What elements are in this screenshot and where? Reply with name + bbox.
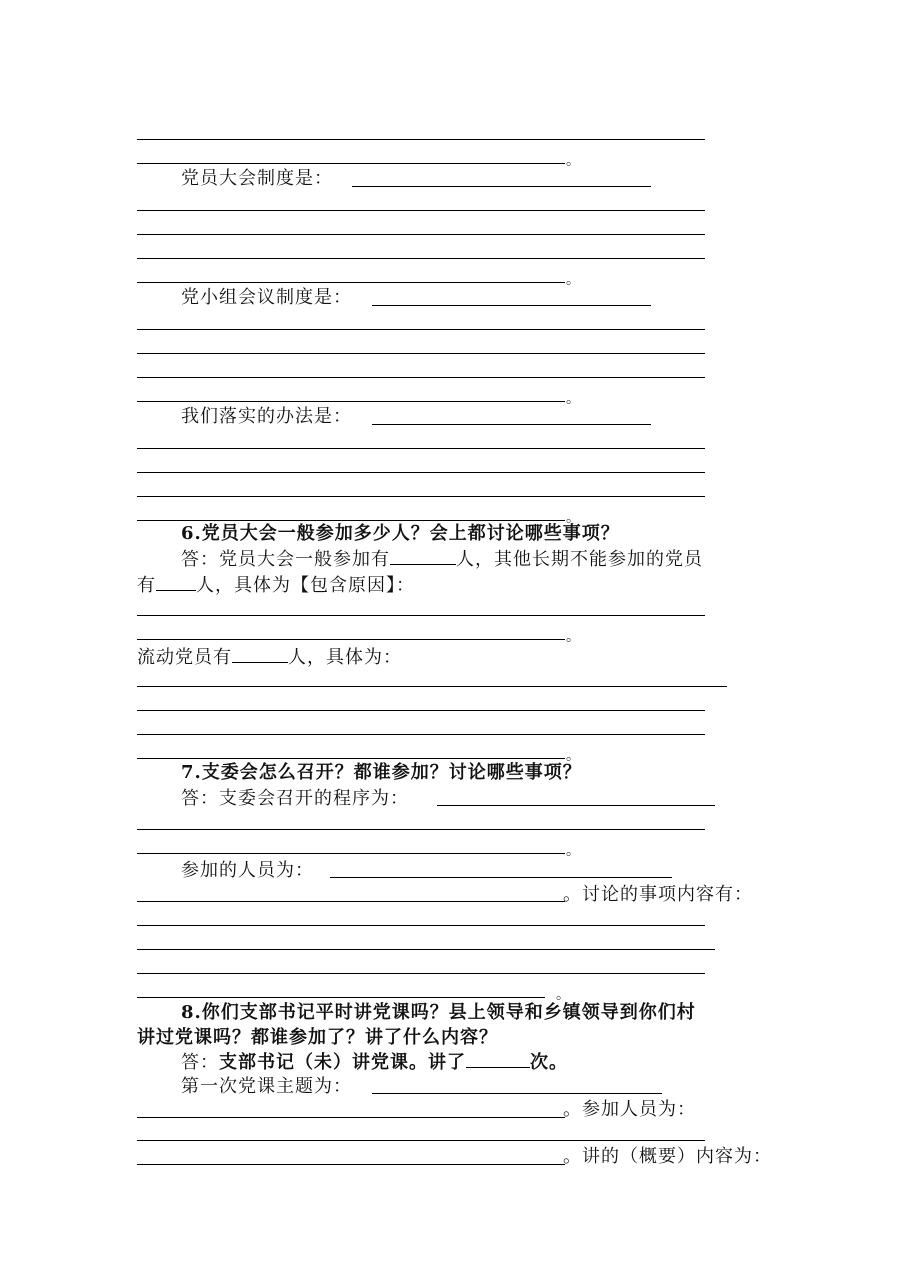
blank-line[interactable]	[137, 401, 565, 402]
lecture-count-blank[interactable]	[466, 1051, 530, 1068]
implementation-method-label: 我们落实的办法是：	[181, 406, 352, 427]
q6-answer-line1: 答：党员大会一般参加有 人，其他长期不能参加的党员	[181, 549, 703, 570]
blank-line[interactable]	[352, 186, 651, 187]
blank-line[interactable]	[137, 853, 565, 854]
blank-line[interactable]	[137, 353, 705, 354]
blank-line[interactable]	[137, 210, 705, 211]
party-group-meeting-system-label: 党小组会议制度是：	[181, 287, 352, 308]
blank-line[interactable]	[137, 329, 705, 330]
q8-answer-line: 答：支部书记（未）讲党课。讲了 次。	[181, 1052, 568, 1073]
blank-line[interactable]	[137, 710, 705, 711]
attendance-count-blank[interactable]	[390, 548, 456, 565]
question-7: 7.支委会怎么召开？都谁参加？讨论哪些事项？	[181, 762, 582, 783]
blank-line[interactable]	[137, 949, 715, 950]
floating-count-blank[interactable]	[232, 646, 288, 663]
blank-line[interactable]	[137, 686, 727, 687]
blank-line[interactable]	[137, 472, 705, 473]
period-mark: 。	[566, 629, 580, 645]
blank-line[interactable]	[137, 496, 705, 497]
floating-members-line: 流动党员有 人，具体为：	[137, 647, 402, 668]
blank-line[interactable]	[137, 234, 705, 235]
blank-line[interactable]	[137, 997, 545, 998]
committee-procedure-label: 答：支委会召开的程序为：	[181, 788, 409, 809]
blank-line[interactable]	[137, 139, 705, 140]
blank-line[interactable]	[137, 829, 705, 830]
blank-line[interactable]	[372, 305, 651, 306]
period-mark: 。	[556, 987, 570, 1003]
blank-line[interactable]	[137, 615, 705, 616]
blank-line[interactable]	[137, 734, 705, 735]
blank-line[interactable]	[137, 901, 565, 902]
period-mark: 。	[566, 510, 580, 526]
participants-label: 参加的人员为：	[181, 860, 314, 881]
blank-line[interactable]	[137, 1117, 565, 1118]
period-mark: 。	[566, 843, 580, 859]
period-mark: 。	[566, 391, 580, 407]
question-8-line2: 讲过党课吗？都谁参加了？讲了什么内容？	[137, 1027, 498, 1048]
period-mark: 。	[566, 272, 580, 288]
absent-count-blank[interactable]	[156, 574, 196, 591]
blank-line[interactable]	[137, 258, 705, 259]
blank-line[interactable]	[137, 1164, 565, 1165]
blank-line[interactable]	[137, 925, 705, 926]
first-lecture-topic-label: 第一次党课主题为：	[181, 1076, 352, 1097]
blank-line[interactable]	[137, 377, 705, 378]
blank-line[interactable]	[137, 1140, 705, 1141]
blank-line[interactable]	[437, 805, 715, 806]
blank-line[interactable]	[137, 163, 565, 164]
blank-line[interactable]	[330, 877, 672, 878]
question-6: 6.党员大会一般参加多少人？会上都讨论哪些事项？	[181, 523, 620, 544]
lecture-content-label: 。讲的（概要）内容为：	[563, 1146, 772, 1167]
blank-line[interactable]	[137, 520, 565, 521]
blank-line[interactable]	[137, 973, 705, 974]
blank-line[interactable]	[137, 282, 565, 283]
blank-line[interactable]	[372, 1093, 662, 1094]
blank-line[interactable]	[137, 448, 705, 449]
discussion-topics-label: 。讨论的事项内容有：	[563, 884, 753, 905]
q6-answer-line2: 有 人，具体为【包含原因】：	[137, 575, 415, 596]
period-mark: 。	[566, 153, 580, 169]
period-mark: 。	[566, 748, 580, 764]
blank-line[interactable]	[137, 758, 565, 759]
question-8-line1: 8.你们支部书记平时讲党课吗？县上领导和乡镇领导到你们村	[181, 1002, 696, 1023]
attendees-label: 。参加人员为：	[563, 1099, 696, 1120]
party-congress-system-label: 党员大会制度是：	[181, 168, 333, 189]
blank-line[interactable]	[137, 639, 565, 640]
blank-line[interactable]	[372, 424, 651, 425]
